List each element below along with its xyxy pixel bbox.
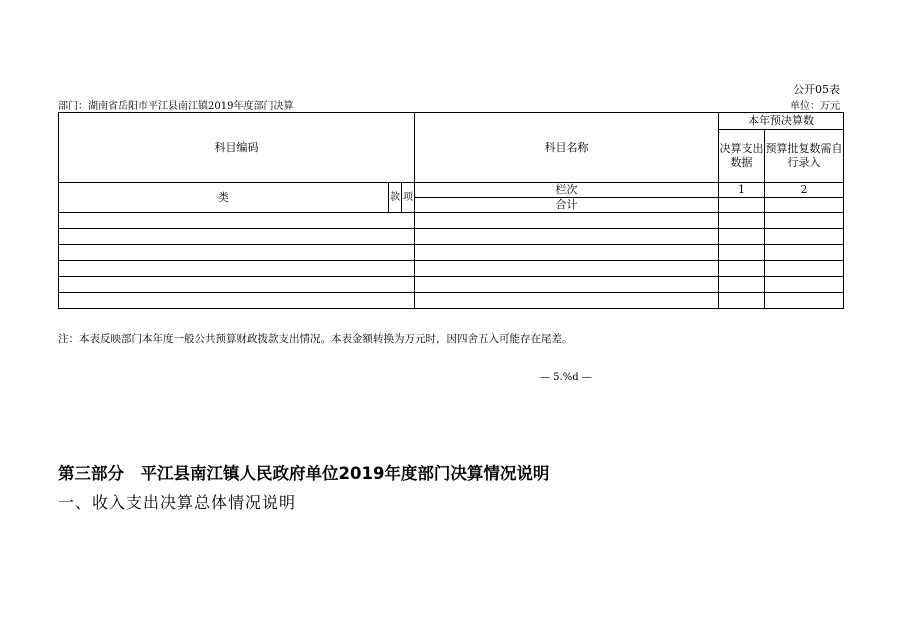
- total-label: 合计: [415, 198, 719, 213]
- table-row: [59, 261, 844, 277]
- total-budget-cell: [765, 198, 844, 213]
- table-row: [59, 229, 844, 245]
- department-line: 部门：湖南省岳阳市平江县南江镇2019年度部门决算: [58, 101, 294, 112]
- expenditure-table: [58, 112, 844, 309]
- table-row: [59, 213, 844, 229]
- header-col-1: 1: [719, 183, 765, 198]
- header-budget-approved: 预算批复数需自行录入: [765, 130, 844, 183]
- subsection-title: 一、收入支出决算总体情况说明: [58, 493, 297, 512]
- header-lei: 类: [59, 183, 389, 213]
- header-xiang: 项: [402, 183, 415, 213]
- form-code: 公开05表: [793, 83, 840, 96]
- header-actual-data: 决算支出数据: [719, 130, 765, 183]
- total-actual-cell: [719, 198, 765, 213]
- table-note: 注：本表反映部门本年度一般公共预算财政拨款支出情况。本表金额转换为万元时，因四舍五入可能存在尾差。: [58, 333, 573, 345]
- section-title: 第三部分 平江县南江镇人民政府单位2019年度部门决算情况说明: [58, 464, 550, 483]
- header-year-amount: 本年预决算数: [719, 113, 844, 130]
- table-row: [59, 293, 844, 309]
- header-kuan: 款: [389, 183, 402, 213]
- header-lanci: 栏次: [415, 183, 719, 198]
- header-subject-name: 科目名称: [415, 113, 719, 183]
- table-row: [59, 245, 844, 261]
- table-row: [59, 277, 844, 293]
- unit-label: 单位：万元: [790, 101, 840, 112]
- header-subject-code: 科目编码: [59, 113, 415, 183]
- header-col-2: 2: [765, 183, 844, 198]
- page-number: — 5.%d —: [540, 372, 592, 383]
